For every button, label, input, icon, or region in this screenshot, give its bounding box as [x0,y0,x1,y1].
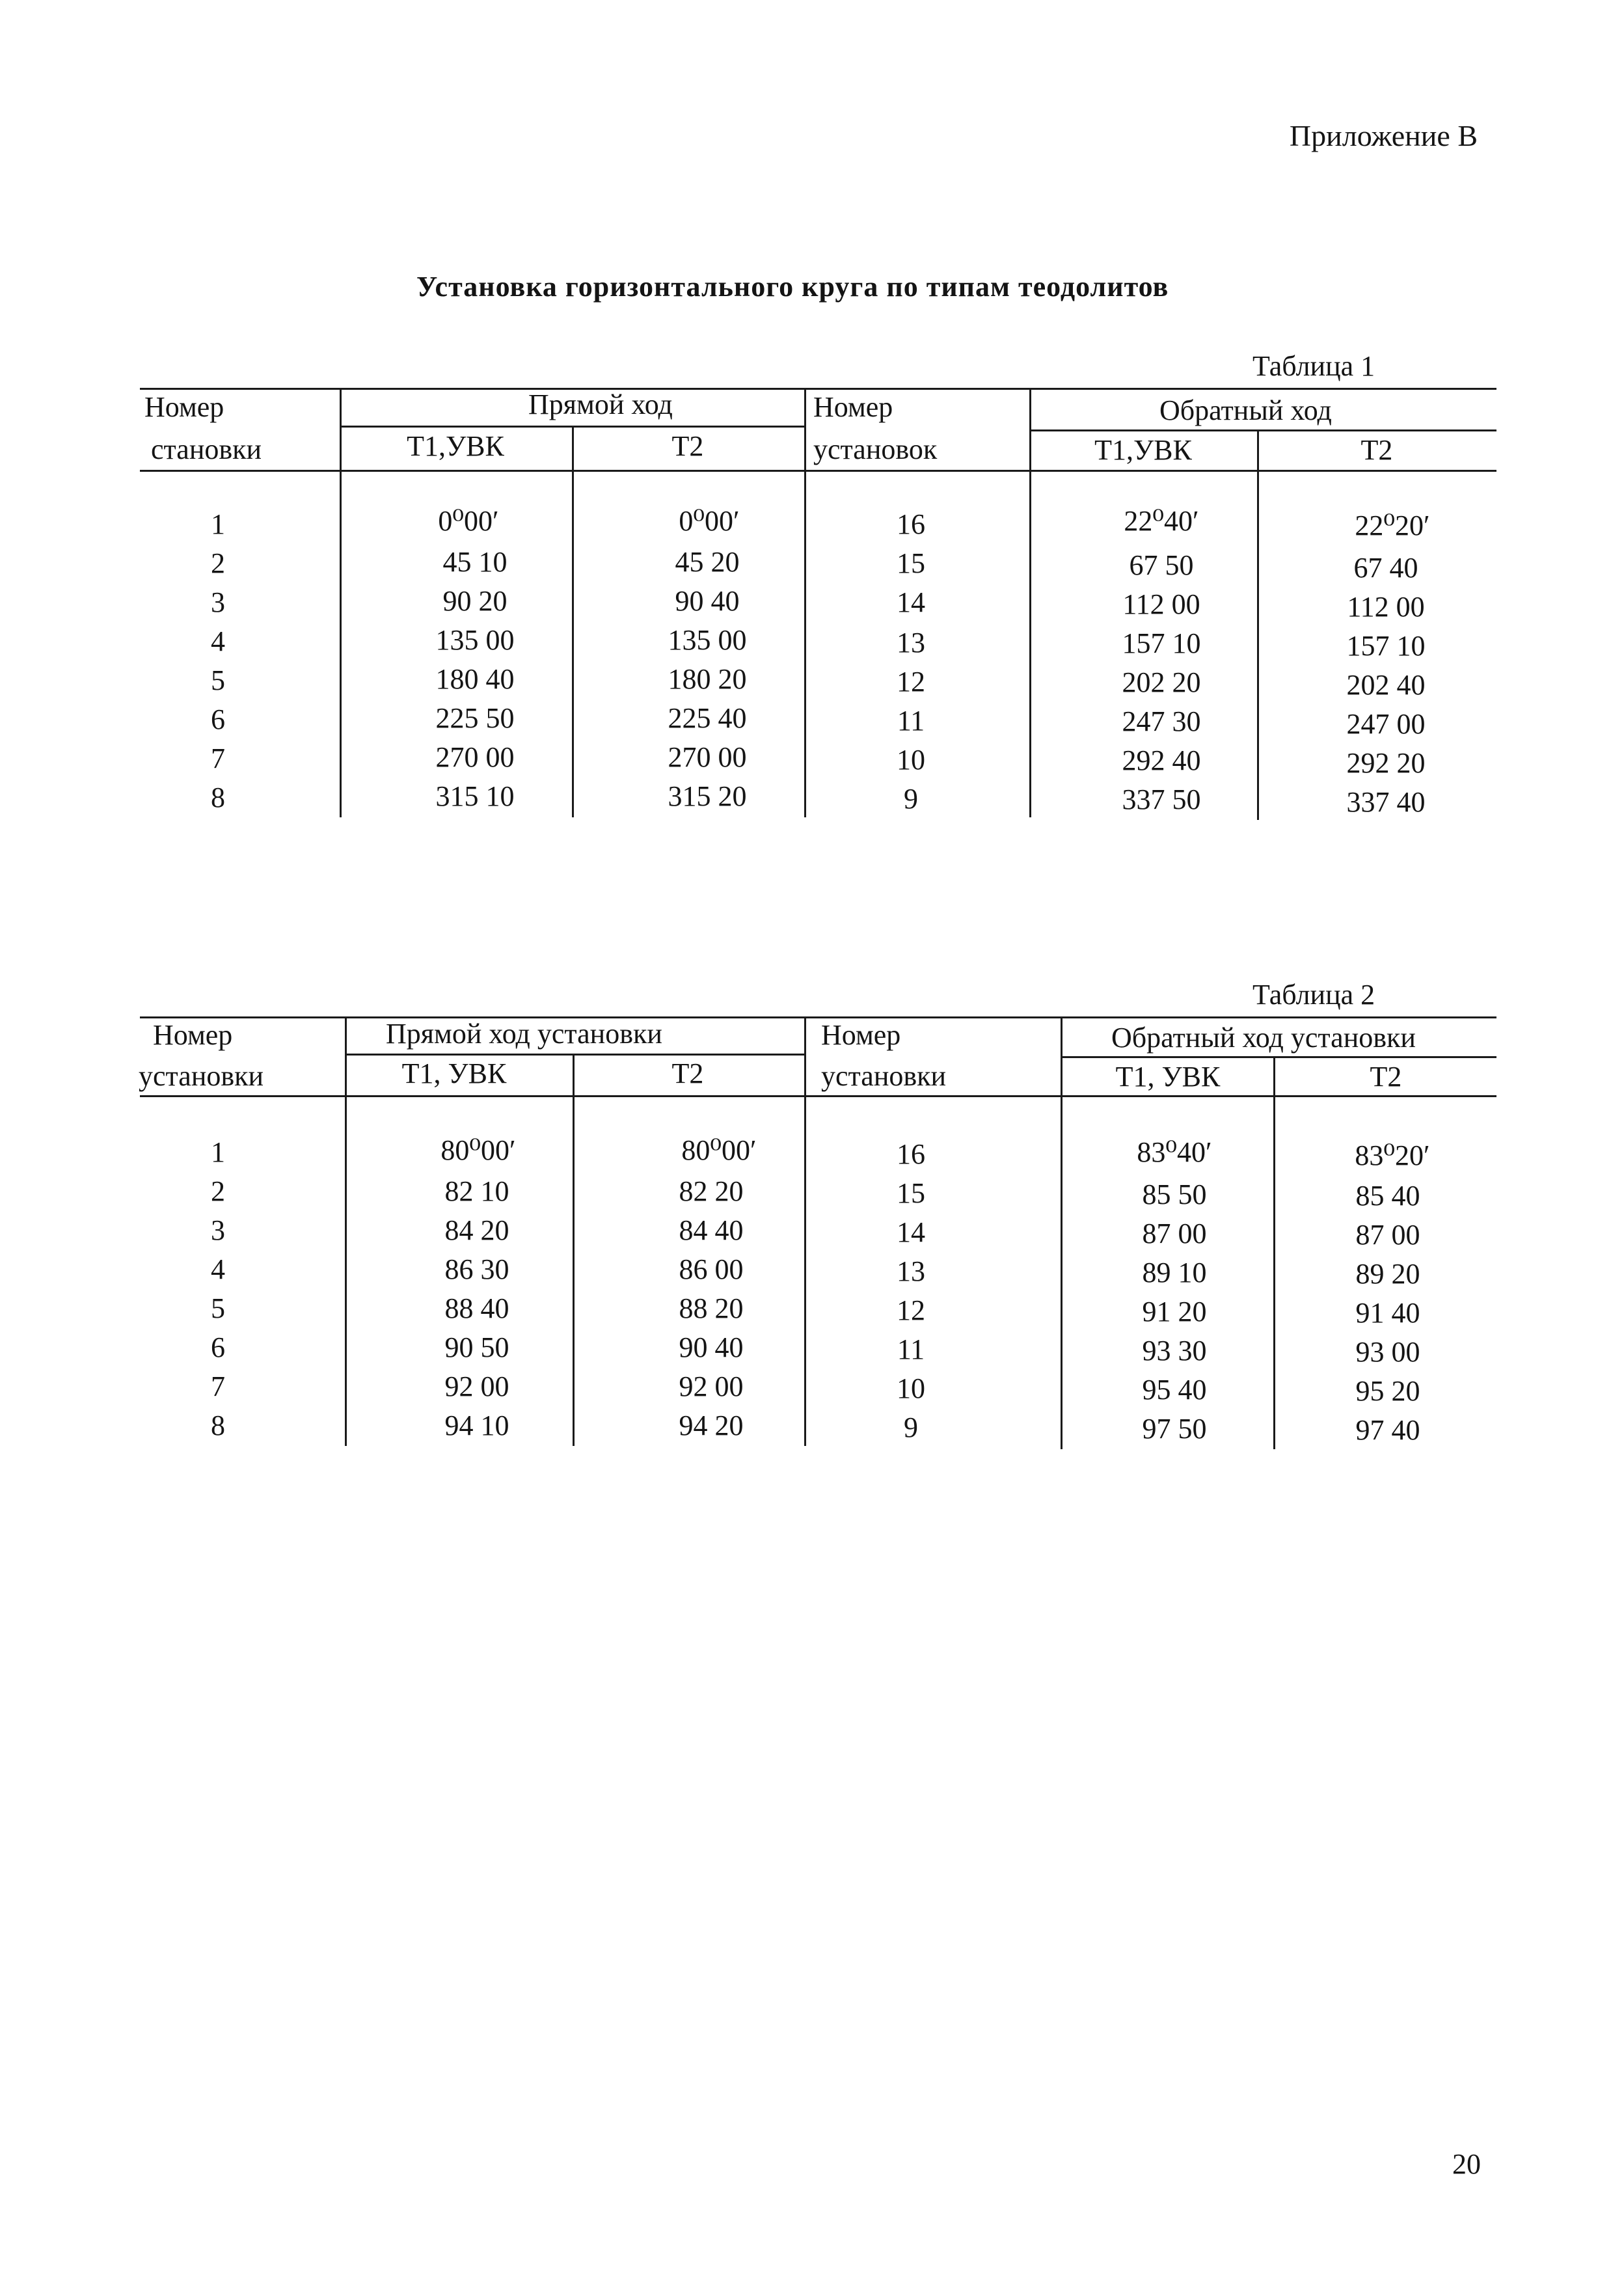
table2-cell: 10 [897,1372,925,1404]
table2-header-direct: Прямой ход установки [386,1018,662,1050]
table1-cell: 7 [211,742,225,774]
table2-cell: 9 [904,1411,918,1443]
table2-cell: 91 20 [1142,1296,1207,1328]
table2-cell: 88 20 [679,1292,744,1324]
table2-cell: 84 20 [444,1214,509,1246]
table2-col-rule [1061,1016,1062,1449]
table1-cell: 180 20 [668,663,747,695]
table1-header-bottom-rule [140,470,1496,472]
table2-cell: 88 40 [444,1292,509,1324]
table2-cell: 86 00 [679,1253,744,1285]
table1-cell: 315 10 [435,780,515,812]
table2-cell: 80⁰00′ [440,1134,516,1166]
table2-cell: 85 50 [1142,1178,1207,1210]
table2-cell: 15 [897,1177,925,1209]
table2-cell: 92 00 [444,1370,509,1402]
table1-cell: 0⁰00′ [679,505,740,537]
table1-cell: 67 50 [1129,549,1194,581]
table2-header-back-number: Номер [821,1019,901,1051]
table2-col-rule [345,1016,347,1446]
table1-cell: 315 20 [668,780,747,812]
table1-cell: 8 [211,782,225,813]
table2-cell: 6 [211,1331,225,1363]
table1-cell: 112 00 [1347,591,1425,623]
table1-cell: 45 10 [442,546,508,578]
table2-cell: 95 20 [1355,1375,1420,1407]
table2-cell: 97 40 [1355,1414,1420,1446]
table1-header-back-number-sub: установок [813,433,938,465]
table1-cell: 202 20 [1122,666,1201,698]
table1-cell: 0⁰00′ [438,505,499,537]
table1-header-number-sub: становки [151,433,262,465]
table2-cell: 2 [211,1175,225,1207]
table1-cell: 16 [897,508,925,540]
table1-cell: 10 [897,744,925,776]
table1-cell: 5 [211,664,225,696]
table2-cell: 87 00 [1355,1219,1420,1251]
table1-cell: 6 [211,703,225,735]
table2-header-number: Номер [153,1019,233,1051]
table1-cell: 135 00 [435,624,515,656]
table1-cell: 270 00 [668,741,747,773]
table2-cell: 80⁰00′ [681,1134,757,1166]
table1-cell: 292 40 [1122,744,1201,776]
table2-cell: 85 40 [1355,1180,1420,1212]
document-title: Установка горизонтального круга по типам теодолитов [416,271,1169,303]
table2-header-back-number-sub: установки [821,1060,947,1092]
table1-header-t1: Т1,УВК [407,430,504,462]
table1-col-rule [1029,388,1031,817]
table1-cell: 22⁰20′ [1355,510,1430,541]
table1-cell: 157 10 [1122,627,1201,659]
table1-cell: 180 40 [435,663,515,695]
table1-header-t1-reverse: Т1,УВК [1094,434,1192,466]
table2-header-number-sub: установки [139,1060,264,1092]
table1-col-rule [340,388,342,817]
table2-cell: 91 40 [1355,1297,1420,1329]
table2-cell: 1 [211,1136,225,1168]
table1-header-reverse: Обратный ход [1159,394,1332,426]
table1-cell: 4 [211,625,225,657]
table2-header-bottom-rule [140,1095,1496,1097]
table1-cell: 337 40 [1346,786,1426,818]
table1-cell: 157 10 [1346,630,1426,662]
table1-cell: 247 00 [1346,708,1426,740]
table1-cell: 270 00 [435,741,515,773]
table2-cell: 4 [211,1253,225,1285]
table1-cell: 2 [211,547,225,579]
page-number: 20 [1452,2148,1481,2180]
table1-cell: 247 30 [1122,705,1201,737]
table1-caption: Таблица 1 [1252,350,1375,382]
table2-cell: 8 [211,1410,225,1441]
appendix-label: Приложение В [1289,119,1478,152]
table2-cell: 83⁰20′ [1355,1139,1430,1171]
table1-cell: 13 [897,627,925,659]
table2-header-t1-reverse: Т1, УВК [1115,1061,1221,1093]
table1-col-rule [804,388,806,817]
table2-cell: 12 [897,1294,925,1326]
table2-cell: 90 50 [444,1331,509,1363]
table1-cell: 22⁰40′ [1124,505,1199,537]
table1-cell: 14 [897,586,925,618]
table1-cell: 112 00 [1122,588,1200,620]
table1-cell: 90 20 [442,585,508,617]
table1-cell: 202 40 [1346,669,1426,701]
table1-cell: 135 00 [668,624,747,656]
table2-cell: 94 20 [679,1410,744,1441]
table2-header-reverse: Обратный ход установки [1111,1022,1416,1054]
table1-header-t2-reverse: Т2 [1360,434,1393,466]
table2-top-rule [140,1016,1496,1018]
table2-cell: 14 [897,1216,925,1248]
table1-header-back-number: Номер [813,391,893,423]
table1-cell: 292 20 [1346,747,1426,779]
table1-cell: 15 [897,547,925,579]
table2-cell: 95 40 [1142,1374,1207,1406]
table1-cell: 12 [897,666,925,698]
table2-cell: 13 [897,1255,925,1287]
table2-cell: 82 10 [444,1175,509,1207]
table1-header-number: Номер [144,391,224,423]
table2-cell: 97 50 [1142,1413,1207,1445]
table2-col-rule [573,1054,575,1446]
table1-cell: 225 40 [668,702,747,734]
table2-direct-sub-rule [345,1054,804,1056]
table2-cell: 87 00 [1142,1218,1207,1249]
table1-cell: 67 40 [1353,552,1418,584]
table2-cell: 86 30 [444,1253,509,1285]
table2-header-t1: Т1, УВК [401,1057,507,1089]
table2-cell: 93 30 [1142,1335,1207,1367]
table1-reverse-sub-rule [1029,429,1496,431]
table2-cell: 11 [897,1333,925,1365]
table1-cell: 45 20 [675,546,740,578]
table2-cell: 92 00 [679,1370,744,1402]
table2-cell: 89 10 [1142,1257,1207,1288]
table1-cell: 11 [897,705,925,737]
table2-cell: 90 40 [679,1331,744,1363]
table2-cell: 82 20 [679,1175,744,1207]
table2-cell: 7 [211,1370,225,1402]
table2-col-rule [804,1016,806,1446]
table2-cell: 5 [211,1292,225,1324]
table1-col-rule [572,426,574,817]
table1-cell: 1 [211,508,225,540]
table1-cell: 225 50 [435,702,515,734]
table2-cell: 84 40 [679,1214,744,1246]
table2-cell: 89 20 [1355,1258,1420,1290]
table2-col-rule [1273,1056,1275,1449]
table1-top-rule [140,388,1496,390]
table1-cell: 337 50 [1122,783,1201,815]
table2-cell: 94 10 [444,1410,509,1441]
table1-header-t2: Т2 [671,430,704,462]
table2-header-t2: Т2 [671,1057,704,1089]
table1-cell: 3 [211,586,225,618]
table2-caption: Таблица 2 [1252,979,1375,1011]
table2-cell: 3 [211,1214,225,1246]
table1-col-rule [1257,429,1259,820]
table1-cell: 90 40 [675,585,740,617]
table2-reverse-sub-rule [1061,1056,1496,1058]
table2-cell: 83⁰40′ [1137,1136,1212,1168]
table1-header-direct: Прямой ход [528,388,673,420]
table2-header-t2-reverse: Т2 [1370,1061,1402,1093]
table2-cell: 16 [897,1138,925,1170]
table1-cell: 9 [904,783,918,815]
table2-cell: 93 00 [1355,1336,1420,1368]
